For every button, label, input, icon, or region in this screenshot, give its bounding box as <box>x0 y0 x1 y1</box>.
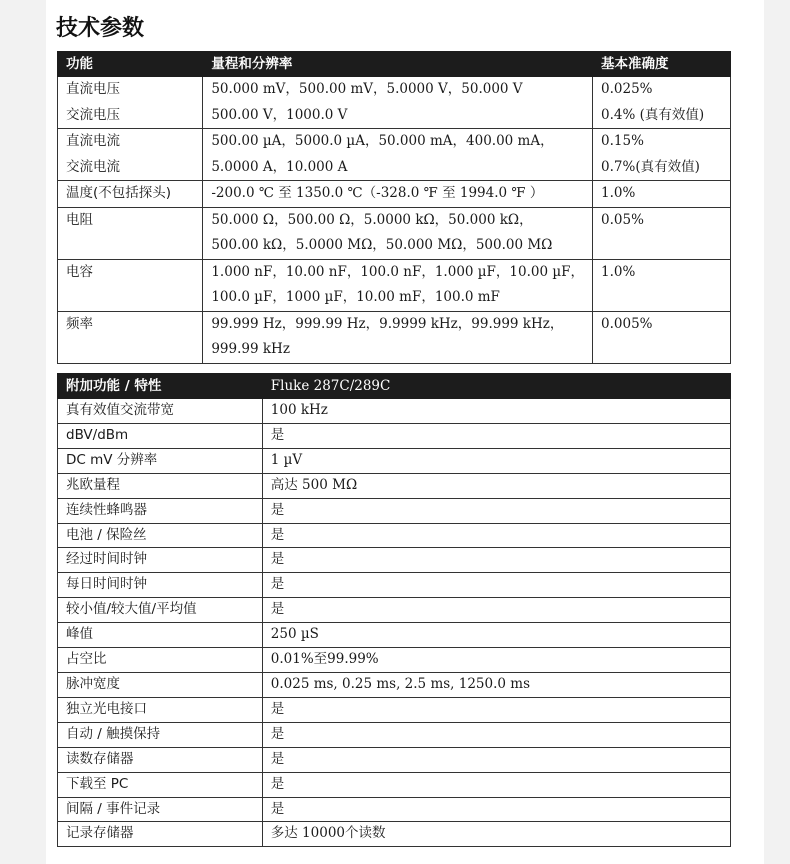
table-row <box>58 747 731 772</box>
accuracy-cell-line: 0.005% <box>601 315 653 332</box>
range-cell <box>203 129 593 181</box>
function-cell <box>58 259 203 311</box>
feature-value-cell: 是 <box>262 747 730 772</box>
table-row <box>58 423 731 448</box>
header-accuracy: 基本准确度 <box>593 52 731 77</box>
function-cell <box>58 77 203 129</box>
range-cell-line: 1.000 nF，10.00 nF，100.0 nF，1.000 µF，10.00 µF， <box>211 263 585 280</box>
header-range: 量程和分辨率 <box>203 52 593 77</box>
feature-value-cell: 多达 10000个读数 <box>262 822 730 847</box>
table-row <box>58 473 731 498</box>
function-cell-line: 直流电流 <box>66 133 120 149</box>
feature-name-cell: 记录存储器 <box>58 822 263 847</box>
header-function: 功能 <box>58 52 203 77</box>
function-cell-line: 频率 <box>66 315 93 332</box>
feature-value-cell: 是 <box>262 722 730 747</box>
accuracy-cell <box>593 129 731 181</box>
table-row <box>58 548 731 573</box>
feature-value-cell: 1 µV <box>262 448 730 473</box>
range-cell-line: 50.000 mV，500.00 mV，5.0000 V，50.000 V <box>211 81 523 97</box>
accuracy-cell-line: 1.0% <box>601 263 636 280</box>
feature-name-cell: 下载至 PC <box>58 772 263 797</box>
table-row <box>58 722 731 747</box>
range-cell-line: 500.00 V，1000.0 V <box>211 106 348 123</box>
range-cell <box>203 311 593 363</box>
feature-value-cell: 100 kHz <box>262 399 730 424</box>
range-cell-line: 50.000 Ω，500.00 Ω，5.0000 kΩ，50.000 kΩ， <box>211 211 533 228</box>
spec-header-row <box>58 52 731 77</box>
range-cell-line: 99.999 Hz，999.99 Hz，9.9999 kHz，99.999 kHz， <box>211 315 564 332</box>
feature-value-cell: 是 <box>262 797 730 822</box>
range-cell <box>203 77 593 129</box>
feature-name-cell: dBV/dBm <box>58 423 263 448</box>
feature-value-cell: 是 <box>262 548 730 573</box>
function-cell <box>58 311 203 363</box>
accuracy-cell-line: 0.15% <box>601 133 644 149</box>
table-row <box>58 822 731 847</box>
feature-name-cell: 经过时间时钟 <box>58 548 263 573</box>
accuracy-cell <box>593 181 731 208</box>
range-cell-line: 500.00 µA，5000.0 µA，50.000 mA，400.00 mA， <box>211 133 554 149</box>
accuracy-cell-line: 0.05% <box>601 211 644 228</box>
table-row <box>58 129 731 181</box>
function-cell-line: 交流电流 <box>66 158 120 175</box>
table-row <box>58 498 731 523</box>
feature-value-cell: 是 <box>262 573 730 598</box>
table-row <box>58 259 731 311</box>
feature-name-cell: 连续性蜂鸣器 <box>58 498 263 523</box>
function-cell-line: 交流电压 <box>66 106 120 123</box>
function-cell <box>58 181 203 208</box>
feature-name-cell: 每日时间时钟 <box>58 573 263 598</box>
feature-header-row <box>58 374 731 399</box>
range-cell-line: 999.99 kHz <box>211 341 290 357</box>
feature-name-cell: 读数存储器 <box>58 747 263 772</box>
feature-name-cell: 独立光电接口 <box>58 697 263 722</box>
table-row <box>58 623 731 648</box>
header-feature: 附加功能 / 特性 <box>58 374 263 399</box>
table-row <box>58 207 731 259</box>
feature-value-cell: 0.025 ms, 0.25 ms, 2.5 ms, 1250.0 ms <box>262 672 730 697</box>
feature-name-cell: 脉冲宽度 <box>58 672 263 697</box>
table-row <box>58 797 731 822</box>
feature-value-cell: 是 <box>262 772 730 797</box>
function-cell <box>58 129 203 181</box>
table-row <box>58 77 731 129</box>
page-title: 技术参数 <box>56 16 145 41</box>
table-row <box>58 697 731 722</box>
function-cell <box>58 207 203 259</box>
range-cell <box>203 207 593 259</box>
table-row <box>58 523 731 548</box>
table-row <box>58 648 731 673</box>
table-row <box>58 448 731 473</box>
accuracy-cell-line: 0.4% (真有效值) <box>601 106 705 123</box>
range-cell <box>203 259 593 311</box>
range-cell-line: 5.0000 A，10.000 A <box>211 158 348 175</box>
table-row <box>58 573 731 598</box>
table-row <box>58 311 731 363</box>
feature-name-cell: 间隔 / 事件记录 <box>58 797 263 822</box>
range-cell-line: 100.0 µF，1000 µF，10.00 mF，100.0 mF <box>211 289 500 305</box>
table-row <box>58 672 731 697</box>
table-row <box>58 181 731 208</box>
accuracy-cell <box>593 77 731 129</box>
table-row <box>58 772 731 797</box>
table-row <box>58 598 731 623</box>
accuracy-cell-line: 1.0% <box>601 185 636 201</box>
header-model: Fluke 287C/289C <box>262 374 730 399</box>
function-cell-line: 直流电压 <box>66 81 120 97</box>
table-row <box>58 399 731 424</box>
feature-name-cell: 自动 / 触摸保持 <box>58 722 263 747</box>
range-cell-line: -200.0 ℃ 至 1350.0 ℃（-328.0 ℉ 至 1994.0 ℉ ） <box>211 185 544 201</box>
function-cell-line: 电阻 <box>66 211 93 228</box>
feature-name-cell: 占空比 <box>58 648 263 673</box>
feature-value-cell: 是 <box>262 697 730 722</box>
feature-name-cell: 峰值 <box>58 623 263 648</box>
feature-value-cell: 是 <box>262 423 730 448</box>
accuracy-cell <box>593 207 731 259</box>
accuracy-cell <box>593 259 731 311</box>
function-cell-line: 电容 <box>66 263 93 280</box>
feature-value-cell: 是 <box>262 523 730 548</box>
accuracy-cell-line: 0.025% <box>601 81 653 97</box>
range-cell <box>203 181 593 208</box>
feature-name-cell: DC mV 分辨率 <box>58 448 263 473</box>
range-cell-line: 500.00 kΩ，5.0000 MΩ，50.000 MΩ，500.00 MΩ <box>211 237 553 253</box>
accuracy-cell-line: 0.7%(真有效值) <box>601 158 700 175</box>
accuracy-cell <box>593 311 731 363</box>
feature-value-cell: 是 <box>262 498 730 523</box>
feature-table <box>57 373 731 847</box>
spec-table <box>57 51 731 364</box>
feature-value-cell: 高达 500 MΩ <box>262 473 730 498</box>
feature-name-cell: 兆欧量程 <box>58 473 263 498</box>
feature-name-cell: 电池 / 保险丝 <box>58 523 263 548</box>
feature-name-cell: 较小值/较大值/平均值 <box>58 598 263 623</box>
feature-value-cell: 0.01%至99.99% <box>262 648 730 673</box>
feature-value-cell: 250 µS <box>262 623 730 648</box>
feature-name-cell: 真有效值交流带宽 <box>58 399 263 424</box>
function-cell-line: 温度(不包括探头) <box>66 185 172 201</box>
feature-value-cell: 是 <box>262 598 730 623</box>
